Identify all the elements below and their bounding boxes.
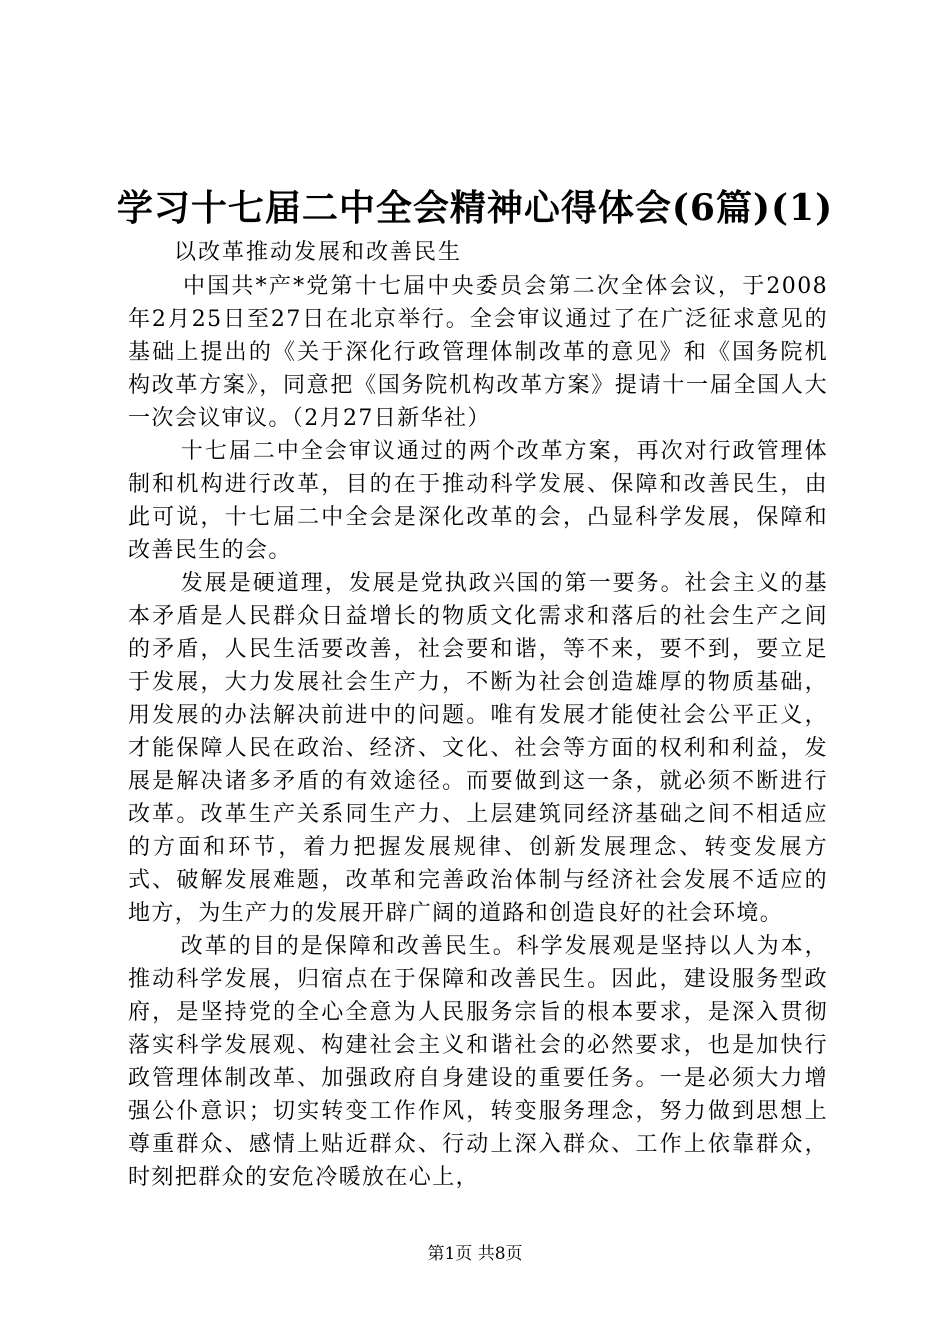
document-title: 学习十七届二中全会精神心得体会(6篇)(1): [116, 187, 834, 229]
document-subtitle: 以改革推动发展和改善民生: [174, 240, 463, 265]
paragraph: 改革的目的是保障和改善民生。科学发展观是坚持以人为本，推动科学发展，归宿点在于保障和改善民生。因此，建设服务型政府，是坚持党的全心全意为人民服务宗旨的根本要求，是深入贯彻落实科学发展观、构建社会主义和谐社会的必然要求，也是加快行政管理体制改革、加强政府自身建设的重要任务。一是必须大力增强公仆意识；切实转变工作作风，转变服务理念，努力做到思想上尊重群众、感情上贴近群众、行动上深入群众、工作上依靠群众，时刻把群众的安危冷暖放在心上，: [128, 934, 828, 1190]
paragraph: 发展是硬道理，发展是党执政兴国的第一要务。社会主义的基本矛盾是人民群众日益增长的物质文化需求和落后的社会生产之间的矛盾，人民生活要改善，社会要和谐，等不来，要不到，要立足于发展，大力发展社会生产力，不断为社会创造雄厚的物质基础，用发展的办法解决前进中的问题。唯有发展才能使社会公平正义，才能保障人民在政治、经济、文化、社会等方面的权利和利益，发展是解决诸多矛盾的有效途径。而要做到这一条，就必须不断进行改革。改革生产关系同生产力、上层建筑同经济基础之间不相适应的方面和环节，着力把握发展规律、创新发展理念、转变发展方式、破解发展难题，改革和完善政治体制与经济社会发展不适应的地方，为生产力的发展开辟广阔的道路和创造良好的社会环境。: [128, 571, 828, 926]
document-body: [128, 236, 828, 1194]
paragraph: 中国共*产*党第十七届中央委员会第二次全体会议，于2008年2月25日至27日在北京举行。全会审议通过了在广泛征求意见的基础上提出的《关于深化行政管理体制改革的意见》和《国务院机构改革方案》，同意把《国务院机构改革方案》提请十一届全国人大一次会议审议。（2月27日新华社）: [128, 274, 828, 431]
paragraph: 十七届二中全会审议通过的两个改革方案，再次对行政管理体制和机构进行改革，目的在于推动科学发展、保障和改善民生，由此可说，十七届二中全会是深化改革的会，凸显科学发展，保障和改善民生的会。: [128, 439, 828, 563]
page-footer: 第1页 共8页: [427, 1244, 523, 1264]
